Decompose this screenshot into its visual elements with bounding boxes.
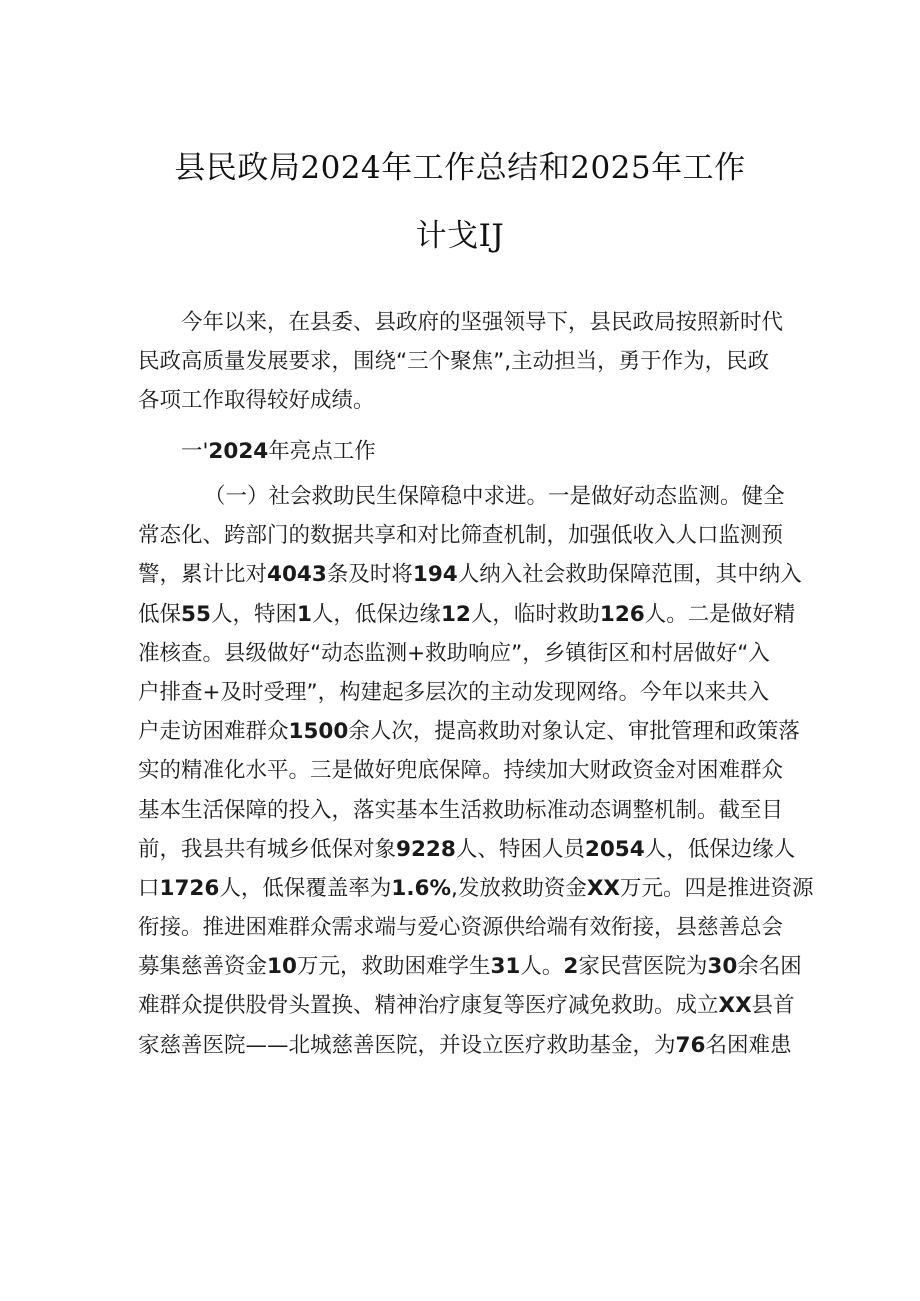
section-heading	[138, 432, 792, 471]
paragraph-line: 户排查+及时受理”，构建起多层次的主动发现网络。今年以来共入	[138, 679, 770, 705]
paragraph-line: 户走访困难群众1500余人次，提高救助对象认定、审批管理和政策落	[138, 719, 800, 745]
paragraph-line: 衔接。推进困难群众需求端与爱心资源供给端有效衔接，县慈善总会	[138, 915, 784, 941]
paragraph-line: 前，我县共有城乡低保对象9228人、特困人员2054人，低保边缘人	[138, 836, 796, 862]
document-title-line-2: 计戈IJ	[415, 218, 505, 254]
document-title-line-1: 县民政局2024年工作总结和2025年工作	[174, 150, 746, 186]
intro-paragraph	[138, 303, 792, 421]
paragraph-line: 常态化、跨部门的数据共享和对比筛查机制，加强低收入人口监测预	[138, 523, 784, 549]
paragraph-line: 警，累计比对4043条及时将194人纳入社会救助保障范围，其中纳入	[138, 562, 802, 588]
paragraph-line: 今年以来，在县委、县政府的坚强领导下，县民政局按照新时代	[181, 310, 784, 335]
paragraph-line: 基本生活保障的投入，落实基本生活救助标准动态调整机制。截至目	[138, 797, 784, 823]
paragraph-line: 民政高质量发展要求，围绕“三个聚焦”,主动担当，勇于作为，民政	[138, 349, 770, 375]
paragraph-line: 家慈善医院——北城慈善医院，并设立医疗救助基金，为76名困难患	[138, 1032, 792, 1058]
paragraph-line: 难群众提供股骨头置换、精神治疗康复等医疗减免救助。成立XX县首	[138, 993, 795, 1019]
paragraph-line: 实的精准化水平。三是做好兜底保障。持续加大财政资金对困难群众	[138, 758, 784, 784]
paragraph-line: 准核查。县级做好“动态监测+救助响应”，乡镇街区和村居做好“入	[138, 640, 770, 666]
paragraph-line: 各项工作取得较好成绩。	[138, 388, 375, 414]
section-1-paragraph	[138, 477, 814, 1065]
paragraph-line: 低保55人，特困1人，低保边缘12人，临时救助126人。二是做好精	[138, 601, 796, 627]
paragraph-line: 募集慈善资金10万元，救助困难学生31人。2家民营医院为30余名困	[138, 954, 802, 980]
paragraph-line: 口1726人，低保覆盖率为1.6%,发放救助资金XX万元。四是推进资源	[138, 875, 814, 901]
section-heading-text: 一'2024年亮点工作	[181, 439, 376, 464]
paragraph-line: （一）社会救助民生保障稳中求进。一是做好动态监测。健全	[204, 484, 785, 509]
